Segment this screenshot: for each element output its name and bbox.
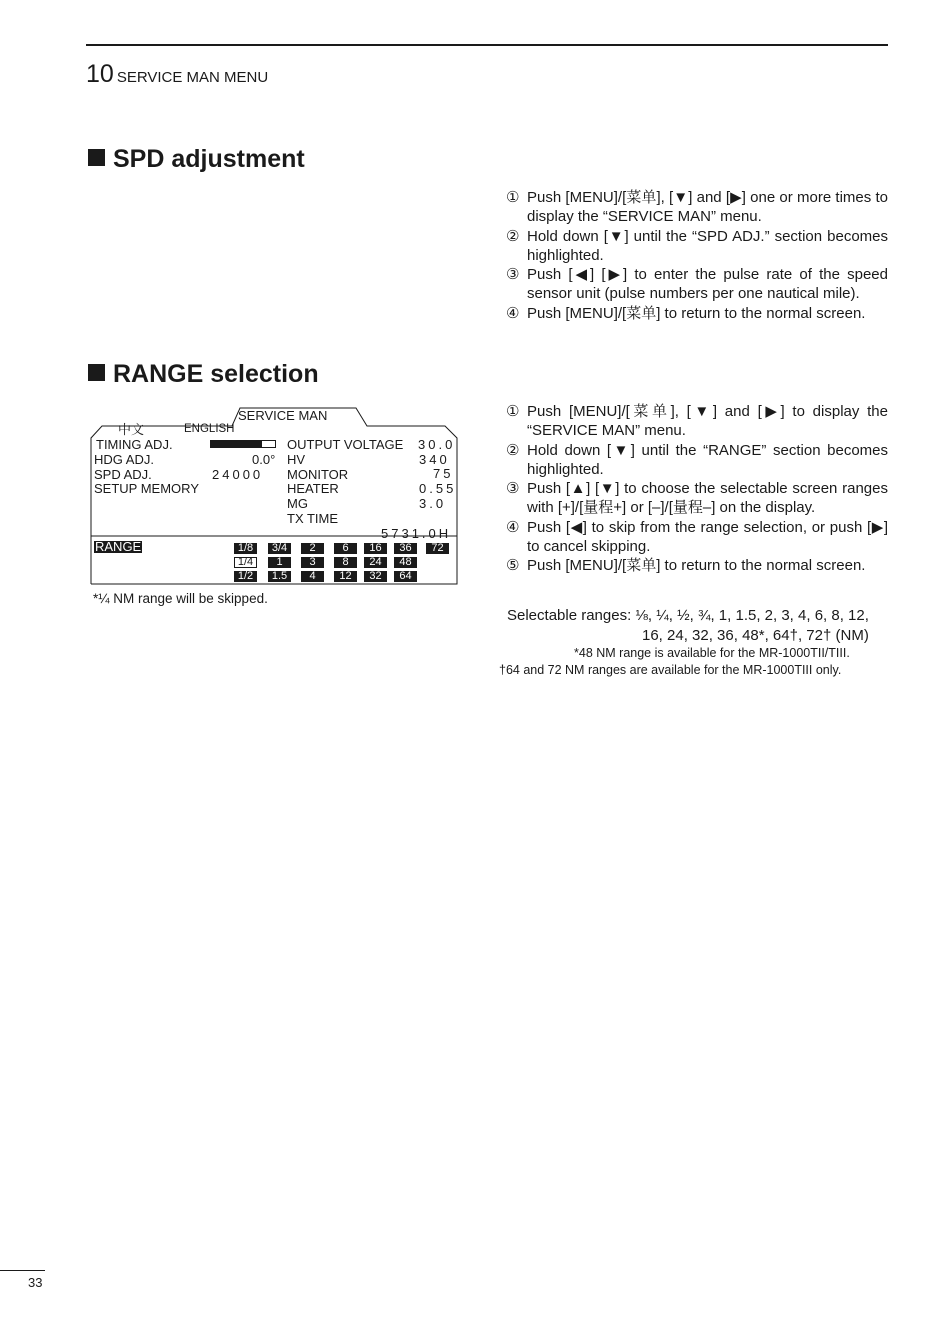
heater-label: HEATER: [287, 481, 339, 496]
spd-step: ① Push [MENU]/[菜单], [▼] and [▶] one or more times to display the “SERVICE MAN” menu.: [506, 189, 888, 226]
lcd-footnote: *¼ NM range will be skipped.: [93, 591, 268, 606]
spd-step: ③ Push [◀] [▶] to enter the pulse rate of the speed sensor unit (pulse numbers per one nautical mile).: [506, 266, 888, 303]
tx-time-label: TX TIME: [287, 511, 339, 526]
square-bullet-icon: [88, 149, 105, 166]
range-cell: 8: [334, 557, 357, 568]
hv-value: 340: [419, 452, 450, 467]
range-step: ① Push [MENU]/[菜单], [▼] and [▶] to display the “SERVICE MAN” menu.: [506, 403, 888, 440]
heater-value: 0.55: [419, 481, 457, 496]
spd-adj-value: 24000: [212, 467, 264, 482]
mg-value: 3.0: [419, 496, 447, 511]
timing-adj-label: TIMING ADJ.: [96, 437, 173, 452]
note-48nm: *48 NM range is available for the MR-1000TII/TIII.: [574, 646, 850, 660]
service-man-lcd: [90, 404, 460, 589]
output-voltage-label: OUTPUT VOLTAGE: [287, 437, 404, 452]
range-cell: 3/4: [268, 543, 291, 554]
hdg-adj-value: 0.0°: [252, 452, 276, 467]
spd-title-text: SPD adjustment: [113, 145, 305, 173]
range-cell: 1: [268, 557, 291, 568]
output-voltage-value: 30.0: [418, 437, 456, 452]
range-cell: 72: [426, 543, 449, 554]
timing-adj-bar: [210, 440, 276, 448]
range-cell: 1/2: [234, 571, 257, 582]
range-cell: 32: [364, 571, 387, 582]
spd-step: ② Hold down [▼] until the “SPD ADJ.” section becomes highlighted.: [506, 227, 888, 264]
spd-adj-label: SPD ADJ.: [94, 467, 152, 482]
mg-label: MG: [287, 496, 308, 511]
range-cell: 2: [301, 543, 324, 554]
range-step: ② Hold down [▼] until the “RANGE” section becomes highlighted.: [506, 441, 888, 478]
hdg-adj-label: HDG ADJ.: [94, 452, 154, 467]
selectable-ranges: Selectable ranges: ⅛, ¼, ½, ¾, 1, 1.5, 2, 3, 4, 6, 8, 12,: [507, 607, 869, 624]
range-label: RANGE: [95, 539, 142, 554]
range-cell: 1/8: [234, 543, 257, 554]
chapter-number: 10: [86, 60, 114, 88]
lang-chinese: 中文: [118, 422, 145, 437]
chapter-heading: [86, 60, 268, 89]
range-step: ⑤ Push [MENU]/[菜单] to return to the normal screen.: [506, 557, 866, 575]
range-steps: [506, 402, 888, 576]
square-bullet-icon: [88, 364, 105, 381]
range-cell: 6: [334, 543, 357, 554]
spd-step: ④ Push [MENU]/[菜单] to return to the normal screen.: [506, 304, 866, 322]
monitor-label: MONITOR: [287, 467, 349, 482]
setup-memory-label: SETUP MEMORY: [94, 481, 199, 496]
range-cell: 16: [364, 543, 387, 554]
note-64-72nm: †64 and 72 NM ranges are available for the MR-1000TIII only.: [499, 663, 842, 677]
page-number-rule: [0, 1270, 45, 1271]
range-cell: 1.5: [268, 571, 291, 582]
range-cell: 4: [301, 571, 324, 582]
spd-section-title: [88, 145, 305, 174]
page-number: 33: [28, 1275, 43, 1290]
range-cell: 36: [394, 543, 417, 554]
header-rule: [86, 44, 888, 46]
tx-time-value: 5731.0H: [381, 526, 452, 541]
hv-label: HV: [287, 452, 306, 467]
lang-english: ENGLISH: [184, 423, 235, 435]
range-cell: 12: [334, 571, 357, 582]
range-step: ④ Push [◀] to skip from the range selection, or push [▶] to cancel skipping.: [506, 518, 888, 556]
range-cell: 3: [301, 557, 324, 568]
range-cell-skipped: 1/4: [234, 557, 257, 568]
lcd-tab-title: SERVICE MAN: [238, 408, 328, 423]
range-cell: 48: [394, 557, 417, 568]
selectable-ranges-cont: 16, 24, 32, 36, 48*, 64†, 72† (NM): [642, 627, 869, 644]
monitor-value: 75: [433, 466, 454, 481]
range-cell: 64: [394, 571, 417, 582]
spd-steps: [506, 188, 888, 323]
range-step: ③ Push [▲] [▼] to choose the selectable screen ranges with [+]/[量程+] or [–]/[量程–] on the display.: [506, 480, 888, 517]
chapter-title: SERVICE MAN MENU: [116, 69, 269, 86]
range-section-title: [88, 360, 319, 389]
range-title-text: RANGE selection: [113, 360, 319, 388]
range-cell: 24: [364, 557, 387, 568]
